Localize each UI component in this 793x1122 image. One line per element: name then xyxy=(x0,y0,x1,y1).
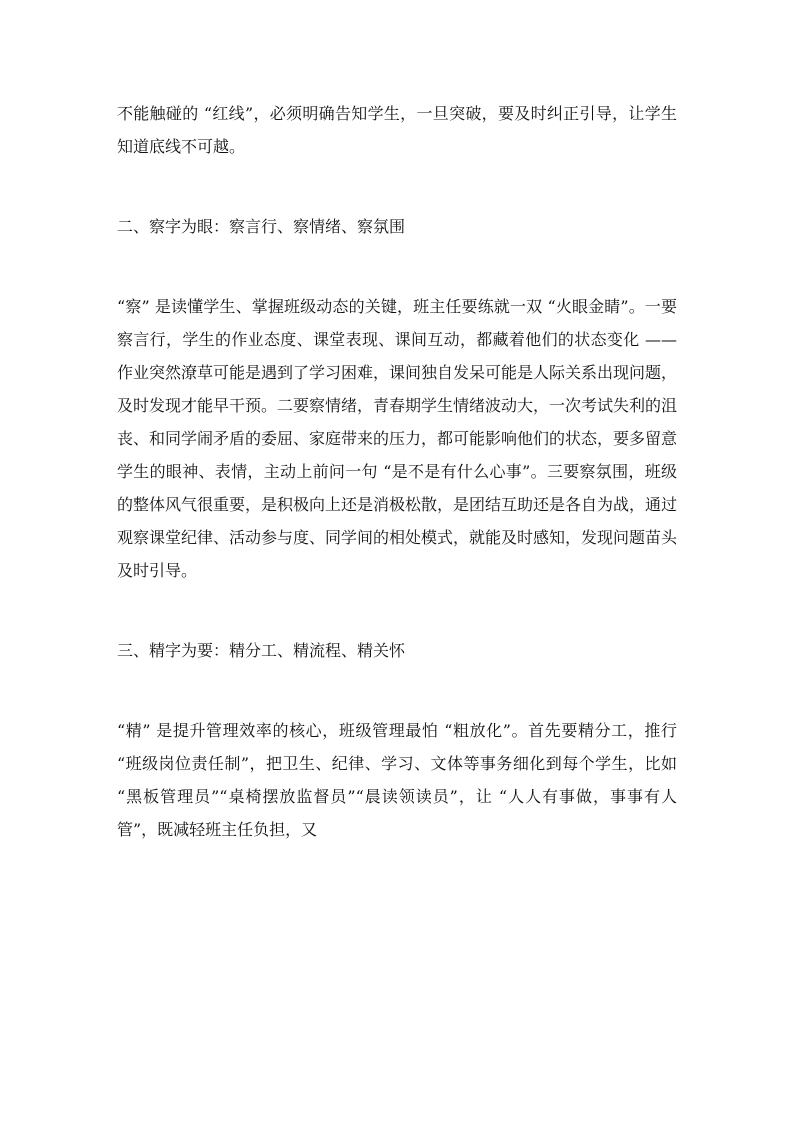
paragraph-gap xyxy=(117,587,677,634)
section-2-body: “察” 是读懂学生、掌握班级动态的关键，班主任要练就一双 “火眼金睛”。一要察言行，学生的作业态度、课堂表现、课间互动，都藏着他们的状态变化 —— 作业突然潦草可能是遇到了学习困难，课间独自发呆可能是人际关系出现问题，及时发现才能早干预。二要察情绪，青春期学生情绪波动大，一次考试失利的沮丧、和同学闹矛盾的委屈、家庭带来的压力，都可能影响他们的状态，要多留意学生的眼神、表情，主动上前问一句 “是不是有什么心事”。三要察氛围，班级的整体风气很重要，是积极向上还是消极松散，是团结互助还是各自为战，通过观察课堂纪律、活动参与度、同学间的相处模式，就能及时感知，发现问题苗头及时引导。 xyxy=(117,297,678,580)
section-3-body: “精” 是提升管理效率的核心，班级管理最怕 “粗放化”。首先要精分工，推行 “班级岗位责任制”，把卫生、纪律、学习、文体等事务细化到每个学生，比如 “黑板管理员”“桌椅摆放监督员”“晨读领读员”，让 “人人有事做，事事有人管”，既减轻班主任负担，又 xyxy=(117,721,677,839)
section-2-heading: 二、察字为眼：察言行、察情绪、察氛围 xyxy=(117,217,406,236)
paragraph-gap xyxy=(117,243,677,290)
intro-paragraph: 不能触碰的 “红线”，必须明确告知学生，一旦突破，要及时纠正引导，让学生知道底线不可越。 xyxy=(117,104,677,156)
document-page xyxy=(117,97,677,846)
paragraph-gap xyxy=(117,163,677,210)
section-3-heading: 三、精字为要：精分工、精流程、精关怀 xyxy=(117,641,406,660)
paragraph-gap xyxy=(117,667,677,714)
